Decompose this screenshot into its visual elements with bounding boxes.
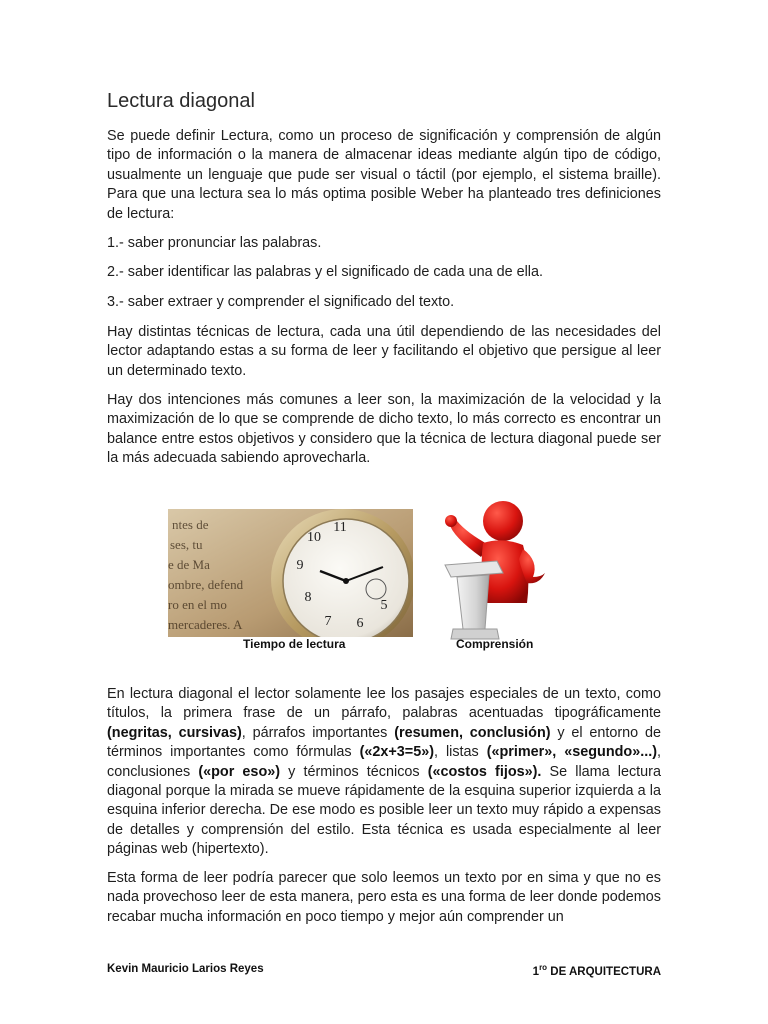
svg-text:mercaderes. A: mercaderes. A <box>168 617 243 632</box>
caption-reading-time: Tiempo de lectura <box>243 637 346 651</box>
svg-text:ro en el mo: ro en el mo <box>168 597 227 612</box>
paragraph-intentions: Hay dos intenciones más comunes a leer son, la maximización de la velocidad y la maximización de lo que se comprende de dicho texto, lo más correcto es encontrar un balance entre estos objetivos y considero que la técnica de lectura diagonal puede ser la más adecuada sabiendo aprovecharla. <box>107 392 661 467</box>
list-item-1: 1.- saber pronunciar las palabras. <box>107 235 322 251</box>
paragraph-definition: Se puede definir Lectura, como un proceso de significación y comprensión de algún tipo de información o la manera de almacenar ideas mediante algún tipo de código, usualmente un lenguaje que pude ser visual o táctil (por ejemplo, el sistema braille). Para que una lectura sea lo más optima posible Weber ha planteado tres definiciones de lectura: <box>107 128 661 222</box>
svg-text:11: 11 <box>333 520 347 535</box>
pocket-watch-icon <box>168 509 413 637</box>
svg-text:e de Ma: e de Ma <box>168 557 210 572</box>
footer-author: Kevin Mauricio Larios Reyes <box>107 963 264 975</box>
svg-text:ombre, defend: ombre, defend <box>168 577 244 592</box>
list-item-3: 3.- saber extraer y comprender el significado del texto. <box>107 294 455 310</box>
svg-text:5: 5 <box>380 598 388 613</box>
paragraph-techniques: Hay distintas técnicas de lectura, cada una útil dependiendo de las necesidades del lector adaptando estas a su forma de leer y facilitando el objetivo que persigue al leer un determinado texto. <box>107 324 661 379</box>
svg-text:7: 7 <box>324 614 332 629</box>
paragraph-conclusion: Esta forma de leer podría parecer que solo leemos un texto por en sima y que no es nada provechoso leer de esta manera, pero esta es una forma de leer donde podemos recabar mucha información en poco tiempo y mejor aún comprender un <box>107 870 661 925</box>
caption-comprehension: Comprensión <box>456 637 534 651</box>
svg-text:8: 8 <box>304 590 312 605</box>
svg-text:ses, tu: ses, tu <box>170 537 203 552</box>
list-item-2: 2.- saber identificar las palabras y el significado de cada una de ella. <box>107 264 543 280</box>
clock-book-image <box>168 509 413 637</box>
footer-course: $1^{ro}$ DE ARQUITECTURA <box>532 963 661 978</box>
svg-text:10: 10 <box>307 530 321 545</box>
page-title: Lectura diagonal <box>107 90 255 112</box>
svg-text:ntes de: ntes de <box>172 517 209 532</box>
paragraph-diagonal-reading: En lectura diagonal el lector solamente lee los pasajes especiales de un texto, como títulos, la primera frase de un párrafo, palabras acentuadas tipográficamente (negritas, cursivas), párrafos importantes (resumen, conclusión) y el entorno de términos importantes como fórmulas («2x+3=5»), listas («primer», «segundo»...), conclusiones («por eso») y términos técnicos («costos fijos»). Se llama lectura diagonal porque la mirada se mueve rápidamente de la esquina superior izquierda a la esquina inferior derecha. De ese modo es posible leer un texto muy rápido a expensas de detalles y comprensión del estilo. Esta técnica es usada especialmente al leer páginas web (hipertexto). <box>107 686 661 858</box>
speaker-podium-icon <box>427 493 559 648</box>
svg-text:6: 6 <box>356 616 364 631</box>
svg-text:9: 9 <box>296 558 304 573</box>
speaker-figure-image <box>427 493 559 648</box>
